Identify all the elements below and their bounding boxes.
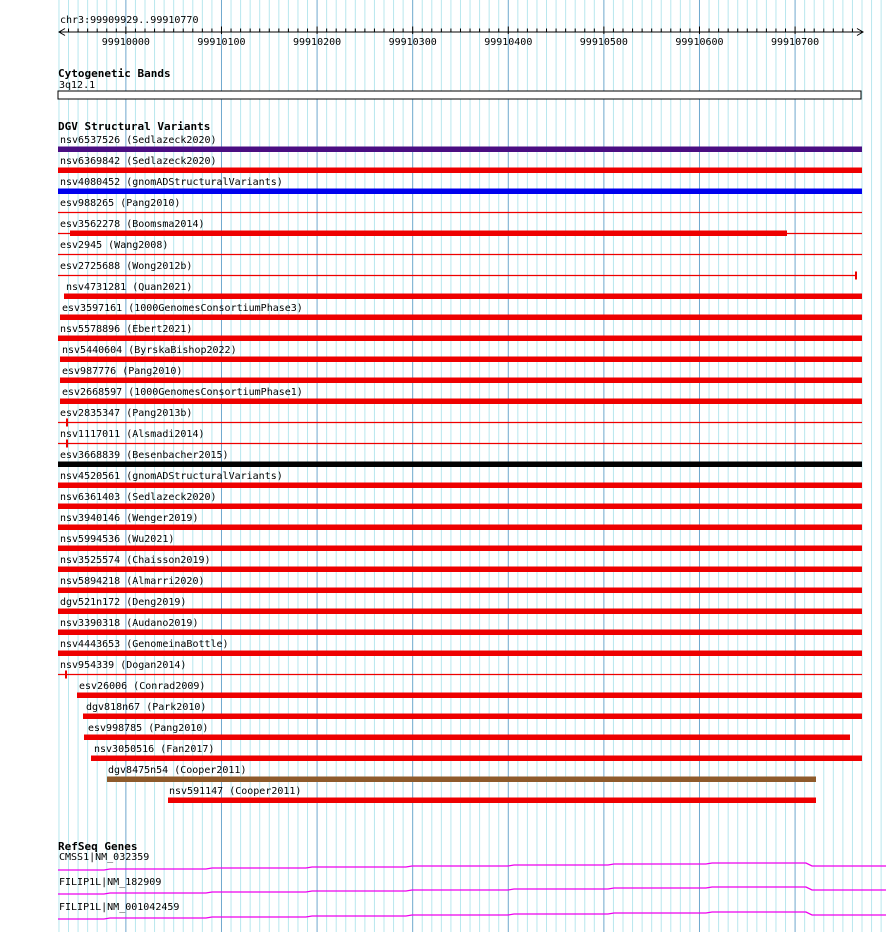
section-title-refseq-genes: RefSeq Genes — [58, 840, 138, 853]
variant-label[interactable]: esv2945 (Wang2008) — [60, 240, 169, 251]
variant-span-bar[interactable] — [58, 546, 862, 552]
cytogenetic-band-box[interactable] — [58, 91, 861, 99]
variant-label[interactable]: nsv3940146 (Wenger2019) — [60, 513, 199, 524]
ruler-tick-label: 99910400 — [484, 37, 533, 48]
variant-breakpoint-tick — [855, 272, 857, 280]
variant-span-bar[interactable] — [58, 483, 862, 489]
variant-span-bar[interactable] — [83, 714, 862, 720]
variant-label[interactable]: nsv4080452 (gnomADStructuralVariants) — [60, 177, 283, 188]
variant-span-bar[interactable] — [58, 168, 862, 174]
variant-span-bar[interactable] — [58, 147, 862, 153]
variant-label[interactable]: dgv8475n54 (Cooper2011) — [108, 765, 247, 776]
ruler-tick-label: 99910300 — [388, 37, 437, 48]
variant-label[interactable]: dgv818n67 (Park2010) — [86, 702, 207, 713]
variant-label[interactable]: nsv6369842 (Sedlazeck2020) — [60, 156, 217, 167]
variant-label[interactable]: nsv5894218 (Almarri2020) — [60, 576, 205, 587]
variant-label[interactable]: nsv954339 (Dogan2014) — [60, 660, 187, 671]
variant-span-bar[interactable] — [77, 693, 862, 699]
variant-span-bar[interactable] — [58, 189, 862, 195]
variant-span-bar[interactable] — [58, 462, 862, 468]
variant-span-bar[interactable] — [60, 315, 862, 321]
variant-breakpoint-tick — [66, 419, 68, 427]
variant-label[interactable]: esv988265 (Pang2010) — [60, 198, 181, 209]
region-coordinates-label: chr3:99909929..99910770 — [60, 15, 199, 26]
variant-label[interactable]: nsv1117011 (Alsmadi2014) — [60, 429, 205, 440]
ruler-tick-label: 99910600 — [675, 37, 724, 48]
variant-span-bar[interactable] — [60, 399, 862, 405]
variant-label[interactable]: esv998785 (Pang2010) — [88, 723, 209, 734]
ruler-tick-label: 99910700 — [770, 37, 820, 48]
variant-span-bar[interactable] — [58, 504, 862, 510]
variant-span-bar[interactable] — [58, 609, 862, 615]
variant-label[interactable]: nsv3050516 (Fan2017) — [94, 744, 215, 755]
variant-span-bar[interactable] — [60, 378, 862, 384]
cytogenetic-band-label: 3q12.1 — [59, 80, 96, 91]
variant-breakpoint-tick — [65, 671, 67, 679]
variant-label[interactable]: esv3562278 (Boomsma2014) — [60, 219, 205, 230]
variant-span-bar[interactable] — [60, 357, 862, 363]
gene-label[interactable]: FILIP1L|NM_001042459 — [59, 902, 180, 913]
variant-label[interactable]: nsv4443653 (GenomeinaBottle) — [60, 639, 229, 650]
variant-label[interactable]: esv3668839 (Besenbacher2015) — [60, 450, 229, 461]
variant-label[interactable]: nsv5994536 (Wu2021) — [60, 534, 175, 545]
section-title-dgv-structural-variants: DGV Structural Variants — [58, 120, 211, 133]
ruler-tick-label: 99910500 — [579, 37, 628, 48]
ruler-tick-label: 99910100 — [197, 37, 246, 48]
variant-span-bar[interactable] — [168, 798, 816, 804]
gene-label[interactable]: FILIP1L|NM_182909 — [59, 877, 162, 888]
variant-span-bar[interactable] — [58, 588, 862, 594]
variant-label[interactable]: esv2835347 (Pang2013b) — [60, 408, 193, 419]
gene-structure-line[interactable] — [58, 887, 886, 894]
variant-span-bar[interactable] — [91, 756, 862, 762]
variant-span-bar[interactable] — [70, 231, 787, 237]
variant-span-bar[interactable] — [58, 630, 862, 636]
variant-label[interactable]: nsv3390318 (Audano2019) — [60, 618, 199, 629]
ruler-tick-label: 99910000 — [101, 37, 150, 48]
variant-breakpoint-tick — [66, 440, 68, 448]
variant-label[interactable]: nsv3525574 (Chaisson2019) — [60, 555, 211, 566]
ruler-tick-label: 99910200 — [292, 37, 342, 48]
variant-label[interactable]: nsv4731281 (Quan2021) — [66, 282, 193, 293]
section-title-cytogenetic-bands: Cytogenetic Bands — [58, 67, 171, 80]
variant-label[interactable]: nsv5578896 (Ebert2021) — [60, 324, 193, 335]
variant-label[interactable]: nsv6537526 (Sedlazeck2020) — [60, 135, 217, 146]
variant-label[interactable]: nsv6361403 (Sedlazeck2020) — [60, 492, 217, 503]
variant-label[interactable]: dgv521n172 (Deng2019) — [60, 597, 187, 608]
variant-span-bar[interactable] — [84, 735, 850, 741]
gene-structure-line[interactable] — [58, 863, 886, 870]
variant-span-bar[interactable] — [58, 525, 862, 531]
variant-span-bar[interactable] — [107, 777, 816, 783]
variant-span-bar[interactable] — [58, 567, 862, 573]
variant-span-bar[interactable] — [58, 651, 862, 657]
variant-label[interactable]: esv26006 (Conrad2009) — [79, 681, 206, 692]
variant-span-bar[interactable] — [58, 336, 862, 342]
variant-label[interactable]: nsv5440604 (ByrskaBishop2022) — [62, 345, 237, 356]
variant-label[interactable]: esv3597161 (1000GenomesConsortiumPhase3) — [62, 303, 303, 314]
gene-label[interactable]: CMSS1|NM_032359 — [59, 852, 150, 863]
gene-structure-line[interactable] — [58, 912, 886, 919]
variant-label[interactable]: nsv591147 (Cooper2011) — [169, 786, 302, 797]
variant-label[interactable]: nsv4520561 (gnomADStructuralVariants) — [60, 471, 283, 482]
variant-label[interactable]: esv2668597 (1000GenomesConsortiumPhase1) — [62, 387, 303, 398]
variant-span-bar[interactable] — [64, 294, 862, 300]
variant-label[interactable]: esv2725688 (Wong2012b) — [60, 261, 193, 272]
variant-label[interactable]: esv987776 (Pang2010) — [62, 366, 183, 377]
